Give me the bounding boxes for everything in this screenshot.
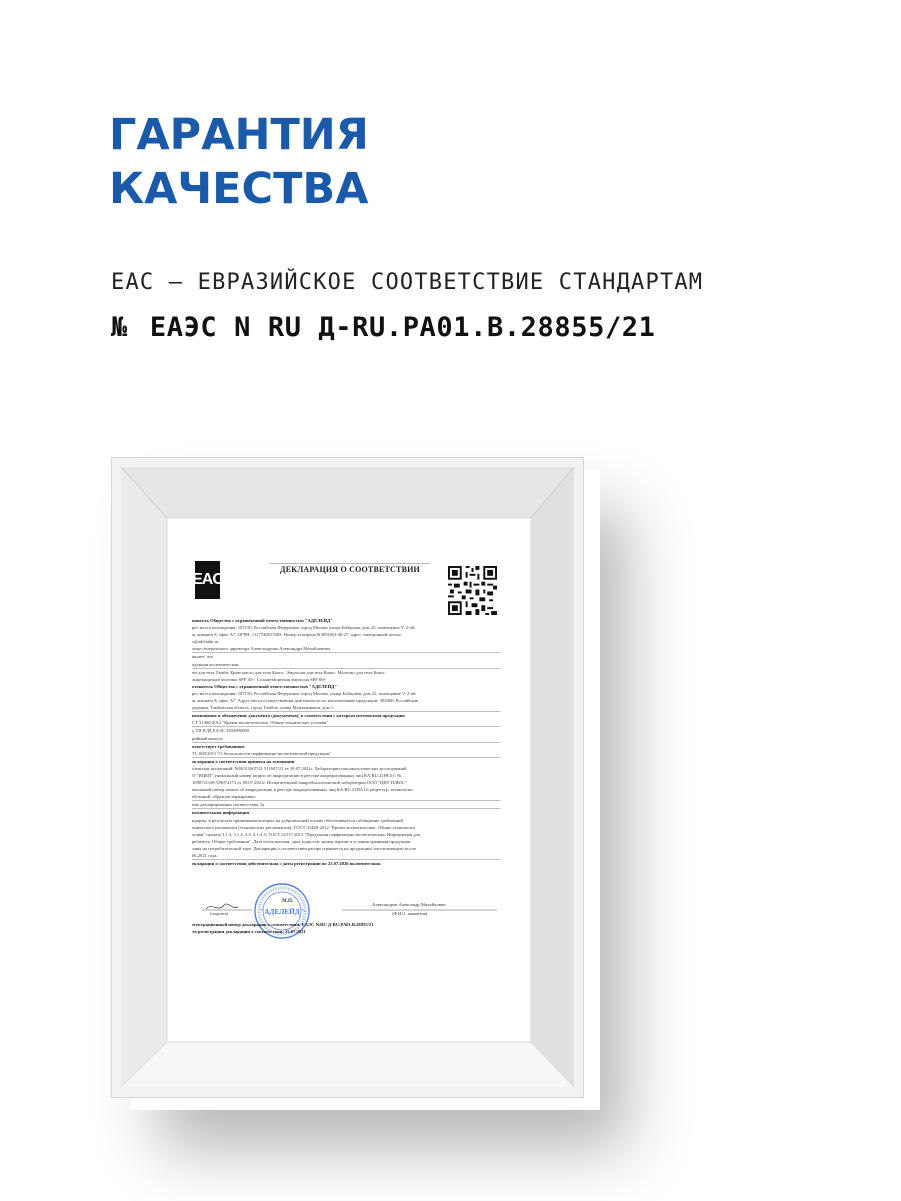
eac-logo: EAC <box>195 561 220 599</box>
document-line: лнцезащитное молочко SPF 30+. Солнцезащитная эмульсия SPF 60+ <box>192 676 327 682</box>
signature-block <box>192 901 500 919</box>
document-line: рийный выпуск <box>192 735 500 743</box>
registration-date: та регистрации декларации о соответствии: 25.07.2021 <box>192 929 306 935</box>
document-line: полнительная информация <box>192 810 250 816</box>
document-title: ДЕКЛАРАЦИЯ О СООТВЕТСТВИИ <box>270 563 430 574</box>
document-line: отовитель Общество с ограниченной ответственностью "АДЕЛЕЙД" <box>192 683 337 689</box>
document-line: ж, комната 8, офис А7. ОГРН: 1117746917683. Номер телефона 8(495)363-40-27, адрес электронной почты <box>192 632 401 638</box>
document-line: екларация о соответствии принята на основании <box>192 758 295 764</box>
heading-line-1: ГАРАНТИЯ <box>109 110 369 160</box>
document-line: д ТН ВЭД ЕАЭС 3304990000 <box>192 728 249 734</box>
stamp-company-name: "АДЕЛЕЙД" <box>260 908 304 916</box>
document-line: заны на потребительской таре. Декларация о соответствии распространяется на продукцию, изготовленную после <box>192 845 417 851</box>
document-line: екларация о соответствии действительна с даты регистрации по 25.07.2026 включительно. <box>192 861 382 867</box>
declaration-document <box>172 521 521 1037</box>
document-line: ем для тела Тамби. Крем-масло для тела Кокос. Эмульсия для тела Кокос. Молочко для тела Кокос <box>192 669 385 675</box>
document-line: явитель Общество с ограниченной ответственностью "АДЕЛЕЙД" <box>192 618 333 623</box>
document-line: являет, что <box>192 654 214 660</box>
qr-code-icon <box>448 566 497 615</box>
document-line: рес места нахождения: 107150, Российская Федерация, город Москва улица Бойцовая, дом 22, помещение V, 2-ой <box>192 625 415 631</box>
document-line: рес места нахождения: 107150, Российская Федерация, город Москва, улица Бойцовая, дом 22, помещение V, 2-ой <box>192 690 416 696</box>
document-line: 06.2021 года. <box>192 852 500 860</box>
document-line: лице генерального директора Александрова Александра Михайловича <box>192 645 500 653</box>
document-line: одукция косметическая: <box>192 661 500 669</box>
document-line: ебований, образцов маркировки. <box>192 793 500 801</box>
document-line: s@adelaide.ru. <box>192 639 220 645</box>
signer-name: Александров Александр Михайлович <box>372 902 446 907</box>
document-line: ТС 009/2011 "О безопасности парфюмерно-косметической продукции" <box>192 750 500 758</box>
heading-line-2: КАЧЕСТВА <box>109 164 369 214</box>
document-line: дерация, Тамбовская область, город Тамбов, улица Монтажников, дом 1. <box>192 704 500 712</box>
document-line: ндарты, в результате применения которых на добровольной основе обеспечивается соблюдение требований <box>192 817 403 823</box>
certificate-number <box>111 312 656 343</box>
document-line: 1090721/68-539072173 от 09.07.2021г. Испытательной микробиологической лаборатории ООО "ЦНТ ПЛЮС" <box>192 780 407 786</box>
signature-caption: (подпись) <box>210 911 229 916</box>
stamp-mark: М.П. <box>282 899 294 904</box>
document-line: ема декларирования соответствия 3д <box>192 801 500 809</box>
document-line: икальный номер записи об аккредитации в реестре аккредитованных лиц RA.RU.21HA14; рецептур, технически <box>192 787 413 793</box>
document-line: О "ИЦКП" уникальный номер записи об аккредитации в реестре аккредитованных лиц RA.RU.21HC51; № <box>192 772 402 778</box>
eac-subtitle: EAC – ЕВРАЗИЙСКОЕ СООТВЕТСТВИЕ СТАНДАРТАМ <box>111 270 704 295</box>
registration-number: егистрационный номер декларации о соответствии: ЕАЭС №RU Д-RU.PA01.B.28855/21 <box>192 922 374 927</box>
document-line: ловия" пункты 3.1.3, 3.1.4, 3.3, 4.1-4.5; ГОСТ 32117-2013 "Продукция парфюмерно-косметическая. Информация для <box>192 831 420 837</box>
document-line: ответствует требованиям <box>192 743 245 749</box>
number-symbol: № <box>111 312 128 343</box>
document-line: СТ 31460-2012 "Кремы косметические. Общие технические условия" <box>192 719 500 727</box>
name-caption: (Ф.И.О. заявителя) <box>392 911 428 916</box>
document-line: именование и обозначение документа (документов), в соответствии с которым изготовлена продукция <box>192 713 405 719</box>
document-line: ребителя. Общие требования". Дата изготовления, срок годности, номер партии и условия хранения продукции <box>192 838 411 844</box>
page-heading <box>109 108 369 216</box>
certificate-code: ЕАЭС N RU Д-RU.PA01.B.28855/21 <box>149 312 656 343</box>
registration-info <box>192 921 500 935</box>
document-line: хнического регламента (технических регламентов): ГОСТ 31460-2012 "Кремы косметические. Общие технически <box>192 824 415 830</box>
signature-row <box>192 901 500 915</box>
document-line: отоколов испытаний: №№511607/21 511607/21 от 19.07.2021г. Лаборатории токсикологических исследований <box>192 765 407 771</box>
declaration-body <box>192 617 500 867</box>
document-line: ж, комната 8, офис А7. Адрес места осуществления деятельности по изготовлению продукции: 392000, Российская <box>192 698 418 704</box>
